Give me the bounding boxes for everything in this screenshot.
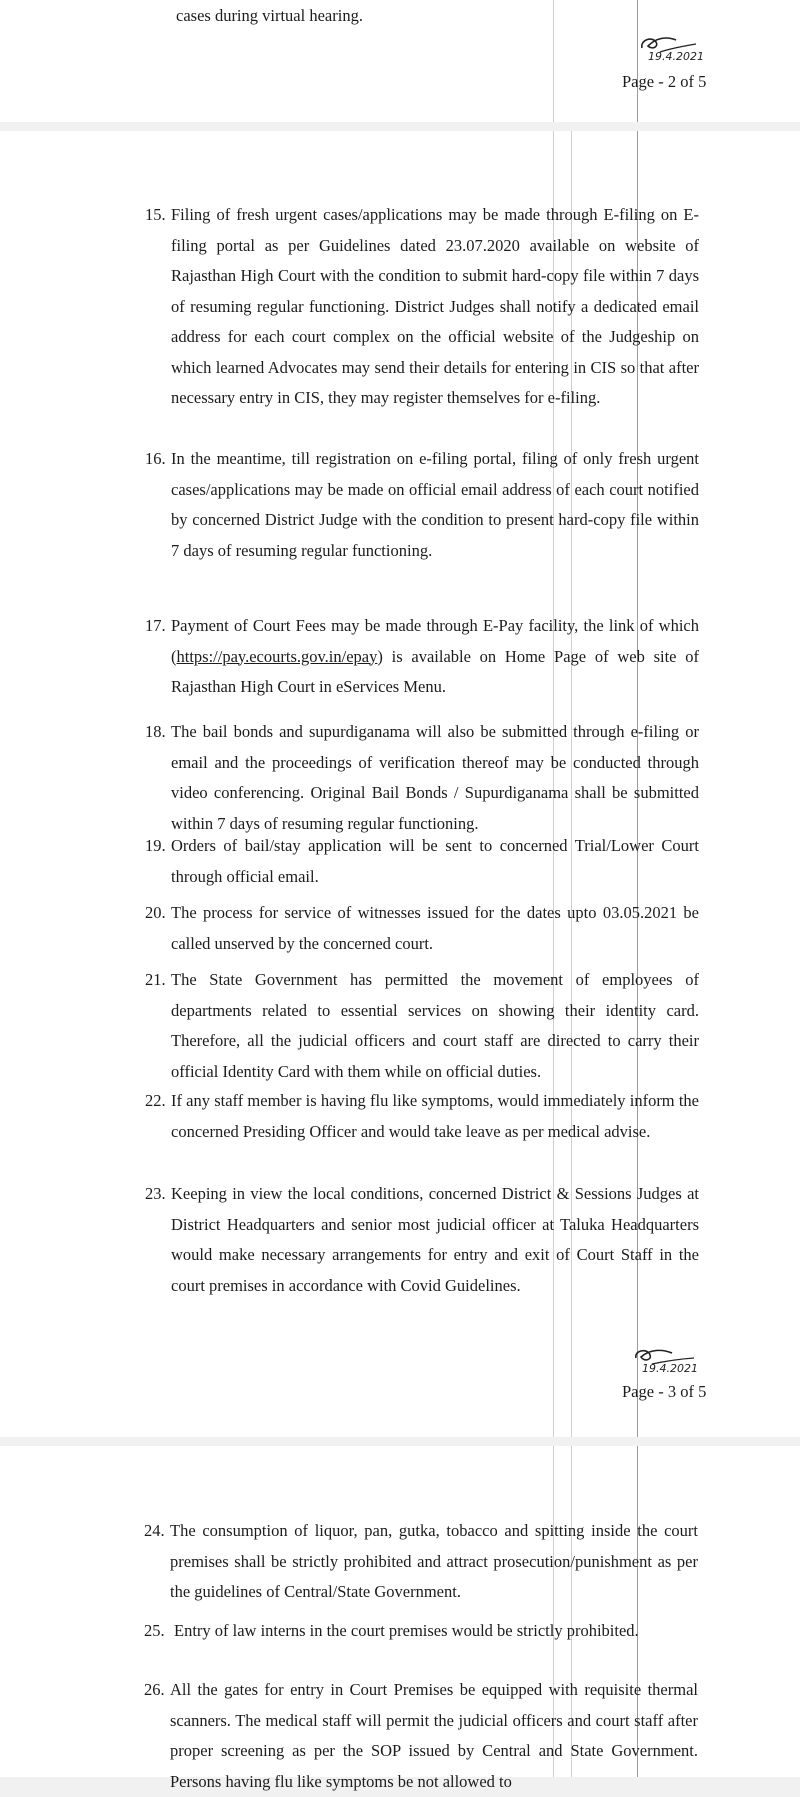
clause-26: 26. All the gates for entry in Court Premises be equipped with requisite thermal scanners. The medical staff will permit the judicial officers and court staff after proper screening as per the SOP issued by Central and State Government. Persons having flu like symptoms be not allowed to [144, 1680, 698, 1791]
clause-17: 17. Payment of Court Fees may be made through E-Pay facility, the link of which (https://pay.ecourts.gov.in/epay) is available on Home Page of web site of Rajasthan High Court in eServices Menu. [145, 616, 699, 696]
clause-20: 20. The process for service of witnesses issued for the dates upto 03.05.2021 be called unserved by the concerned court. [145, 903, 699, 953]
clause-16: 16. In the meantime, till registration on e-filing portal, filing of only fresh urgent cases/applications may be made on official email address of each court notified by concerned District Judge with the condition to present hard-copy file within 7 days of resuming regular functioning. [145, 449, 699, 560]
clause-18: 18. The bail bonds and supurdiganama will also be submitted through e-filing or email and the proceedings of verification thereof may be conducted through video conferencing. Original Bail Bonds / Supurdiganama shall be submitted within 7 days of resuming regular functioning. [145, 722, 699, 833]
clause-19: 19. Orders of bail/stay application will be sent to concerned Trial/Lower Court through official email. [145, 836, 699, 886]
scan-artifact-line [553, 0, 554, 122]
handwritten-signature-icon [630, 1342, 714, 1376]
clause-22: 22. If any staff member is having flu like symptoms, would immediately inform the concerned Presiding Officer and would take leave as per medical advise. [145, 1091, 699, 1141]
page-number: Page - 2 of 5 [622, 72, 707, 91]
page-number: Page - 3 of 5 [622, 1382, 707, 1401]
svg-text:19.4.2021: 19.4.2021 [648, 50, 704, 63]
page-4-fragment [0, 1446, 800, 1791]
clause-15: 15. Filing of fresh urgent cases/applications may be made through E-filing on E-filing portal as per Guidelines dated 23.07.2020 available on website of Rajasthan High Court with the condition to submit hard-copy file within 7 days of resuming regular functioning. District Judges shall notify a dedicated email address for each court complex on the official website of the Judgeship on which learned Advocates may send their details for entering in CIS so that after necessary entry in CIS, they may register themselves for e-filing. [145, 205, 699, 407]
svg-text:19.4.2021: 19.4.2021 [642, 1362, 698, 1375]
continuation-text: cases during virtual hearing. [176, 6, 363, 25]
handwritten-signature-icon [636, 30, 720, 64]
page-2-fragment [0, 0, 800, 122]
page-3 [0, 131, 800, 1437]
clause-24: 24. The consumption of liquor, pan, gutka, tobacco and spitting inside the court premises shall be strictly prohibited and attract prosecution/punishment as per the guidelines of Central/State Government. [144, 1521, 698, 1601]
clause-25: 25. Entry of law interns in the court premises would be strictly prohibited. [144, 1621, 639, 1640]
clause-23: 23. Keeping in view the local conditions, concerned District & Sessions Judges at District Headquarters and senior most judicial officer at Taluka Headquarters would make necessary arrangements for entry and exit of Court Staff in the court premises in accordance with Covid Guidelines. [145, 1184, 699, 1295]
clause-21: 21. The State Government has permitted the movement of employees of departments related to essential services on showing their identity card. Therefore, all the judicial officers and court staff are directed to carry their official Identity Card with them while on official duties. [145, 970, 699, 1081]
epay-link[interactable]: https://pay.ecourts.gov.in/epay [176, 646, 378, 666]
